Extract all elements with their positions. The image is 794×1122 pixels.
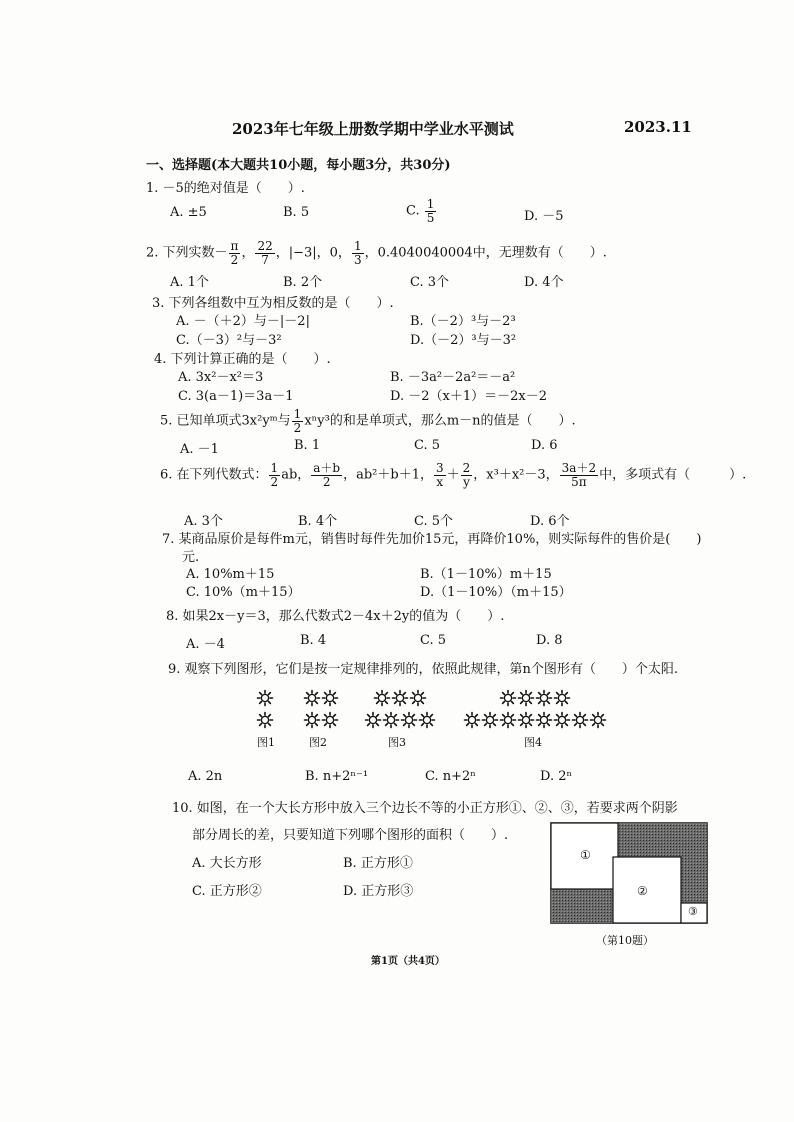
q6-post: 中，多项式有（ ）. [599,467,747,483]
q6-f1-den: 2 [270,474,279,489]
q10-option-b: B. 正方形① [343,856,413,871]
q6-ab: ab， [281,467,311,483]
question-3-stem: 3. 下列各组数中互为相反数的是（ ）. [152,296,394,311]
sun-icon [258,713,273,728]
square-2-label: ② [637,884,648,898]
question-7-stem-end: 元. [182,550,200,565]
question-10-stem-end: 部分周长的差，只要知道下列哪个图形的面积（ ）. [192,828,509,843]
q9-option-a: A. 2n [188,769,223,784]
q6-frac-4 [461,462,473,488]
q8-option-a: A. －4 [186,637,225,652]
sun-icon [305,713,320,728]
sun-icon [483,713,498,728]
question-8-stem: 8. 如果2x－y＝3，那么代数式2－4x＋2y的值为（ ）. [166,609,505,624]
sun-icon [393,691,408,706]
figure-caption: （第10题） [596,934,654,947]
q1-option-a: A. ±5 [170,205,207,220]
q6-frac-2 [311,462,342,488]
q6-f3-num: 3 [436,461,444,475]
rectangle-figure [550,822,710,926]
sun-icon [573,713,588,728]
sun-icon [591,713,606,728]
q3-option-c: C.（－3）²与－3² [176,333,282,348]
question-10-stem: 10. 如图，在一个大长方形中放入三个边长不等的小正方形①、②、③，若要求两个阴影 [172,801,678,816]
figure-2-label: 图2 [309,736,327,749]
q3-option-a: A. －（＋2）与－|－2| [176,314,310,329]
shaded-region-right [681,857,707,903]
sun-icon [402,713,417,728]
sun-icon [384,713,399,728]
q6-f4-num: 2 [462,461,471,475]
q5-option-c: C. 5 [414,438,441,453]
q7-option-a: A. 10%m＋15 [186,567,275,582]
q2-option-c: C. 3个 [410,275,450,290]
figure-1-label: 图1 [257,736,275,749]
q2-frac-pi [229,240,241,266]
q5-option-a: A. －1 [180,442,219,457]
sun-icon [258,691,273,706]
sun-icon [323,691,338,706]
q10-option-a: A. 大长方形 [192,856,262,871]
q6-f4-den: y [463,474,470,489]
sun-icon [375,691,390,706]
sun-icon [420,713,435,728]
exam-date: 2023.11 [624,118,692,136]
q6-frac-5 [560,462,598,488]
question-6-stem [160,462,746,488]
q2-mid: ，|−3|，0， [275,245,351,261]
q6-frac-3 [434,462,446,488]
question-1-stem: 1. －5的绝对值是（ ）. [146,181,305,196]
sun-icon [519,713,534,728]
q3-option-b: B.（－2）³与－2³ [410,314,516,329]
q6-f2-num: a＋b [313,461,341,475]
q6-frac-1 [269,462,281,488]
question-5-stem [160,408,576,434]
q1-c-num: 1 [426,197,435,211]
page-title: 2023年七年级上册数学期中学业水平测试 [232,120,514,138]
q8-option-b: B. 4 [300,633,327,648]
sun-icon [323,713,338,728]
q2-pi: π [230,239,239,253]
q4-option-b: B. －3a²－2a²＝－a² [390,370,516,385]
figure-3-label: 图3 [388,736,406,749]
q6-option-c: C. 5个 [414,514,454,529]
q1-c-label: C. [406,203,420,219]
q9-option-d: D. 2ⁿ [540,769,573,784]
q2-7: 7 [261,252,269,267]
q1-c-den: 5 [426,210,435,225]
q5-pre: 5. 已知单项式3x²yᵐ与 [160,413,291,429]
q5-num: 1 [293,407,302,421]
q9-option-b: B. n+2ⁿ⁻¹ [305,769,369,784]
sun-icon [501,691,516,706]
q5-post: xⁿy³的和是单项式，那么m－n的值是（ ）. [304,413,576,429]
q4-option-c: C. 3(a－1)＝3a－1 [178,389,294,404]
q5-den: 2 [293,420,302,435]
sun-icon [555,713,570,728]
q6-pre: 6. 在下列代数式： [160,467,268,483]
q2-post: ，0.4040040004中，无理数有（ ）. [364,245,607,261]
section-heading: 一、选择题(本大题共10小题，每小题3分，共30分) [146,158,451,173]
q6-option-d: D. 6个 [530,514,570,529]
q1-c-fraction [425,198,437,224]
q7-option-b: B.（1－10%）m＋15 [420,567,552,582]
q5-fraction [292,408,304,434]
sun-icon [465,713,480,728]
q6-f1-num: 1 [270,461,279,475]
q8-option-c: C. 5 [420,633,447,648]
page-number: 第1页（共4页） [371,956,445,967]
sun-icon [555,691,570,706]
sun-icon [305,691,320,706]
q1-option-c [406,198,437,224]
q2-frac-22-7 [255,240,274,266]
q6-option-b: B. 4个 [298,514,338,529]
q2-two: 2 [230,252,239,267]
q9-option-c: C. n+2ⁿ [425,769,476,784]
q7-option-d: D.（1－10%）（m＋15） [420,585,572,600]
square-1-label: ① [580,848,591,862]
shaded-region-bottom-left [551,889,613,923]
q6-f2-den: 2 [322,474,331,489]
q2-option-a: A. 1个 [170,275,209,290]
q4-option-a: A. 3x²－x²＝3 [178,370,264,385]
q2-option-d: D. 4个 [524,275,564,290]
question-9-stem: 9. 观察下列图形，它们是按一定规律排列的，依照此规律，第n个图形有（ ）个太阳. [168,662,679,677]
q2-one: 1 [353,239,362,253]
q6-plus: ＋ [446,467,460,483]
q5-option-d: D. 6 [531,438,558,453]
sun-icon [366,713,381,728]
q1-option-b: B. 5 [283,205,310,220]
sun-icon [501,713,516,728]
q2-three: 3 [353,252,362,267]
sun-icon [537,713,552,728]
q6-mid2: ，x³＋x²－3， [473,467,559,483]
q2-option-b: B. 2个 [283,275,323,290]
square-3-label: ③ [688,905,698,918]
q4-option-d: D. －2（x＋1）＝－2x－2 [390,389,547,404]
q10-option-c: C. 正方形② [192,884,262,899]
q2-frac-1-3 [352,240,364,266]
q3-option-d: D.（－2）³与－3² [410,333,517,348]
q5-option-b: B. 1 [294,438,321,453]
q6-f3-den: x [436,474,444,489]
q6-f5-den: 5π [571,474,587,489]
q2-pre: 2. 下列实数－ [146,245,228,261]
question-2-stem: 2. 下列实数－ $\frac{\pi}{2}$ ， $\frac{22}{7}$ ，|−3|，0， $\frac{1}{3}$ ，0.4040040004中，无理数有（ ）. [146,239,607,267]
question-4-stem: 4. 下列计算正确的是（ ）. [154,352,331,367]
sun-icon [411,691,426,706]
sun-icon [519,691,534,706]
q10-option-d: D. 正方形③ [343,884,414,899]
q8-option-d: D. 8 [536,633,563,648]
sun-icon [537,691,552,706]
figure-4-label: 图4 [524,736,542,749]
q6-f5-num: 3a＋2 [561,461,597,475]
q1-option-d: D. －5 [524,209,564,224]
question-7-stem: 7. 某商品原价是每件m元，销售时每件先加价15元，再降价10%，则实际每件的售价是( ) [162,532,702,547]
q6-mid1: ，ab²＋b＋1， [343,467,433,483]
q2-22: 22 [257,239,273,253]
q7-option-c: C. 10%（m＋15） [186,585,301,600]
shaded-region-top-right [618,823,707,857]
q6-option-a: A. 3个 [184,514,223,529]
